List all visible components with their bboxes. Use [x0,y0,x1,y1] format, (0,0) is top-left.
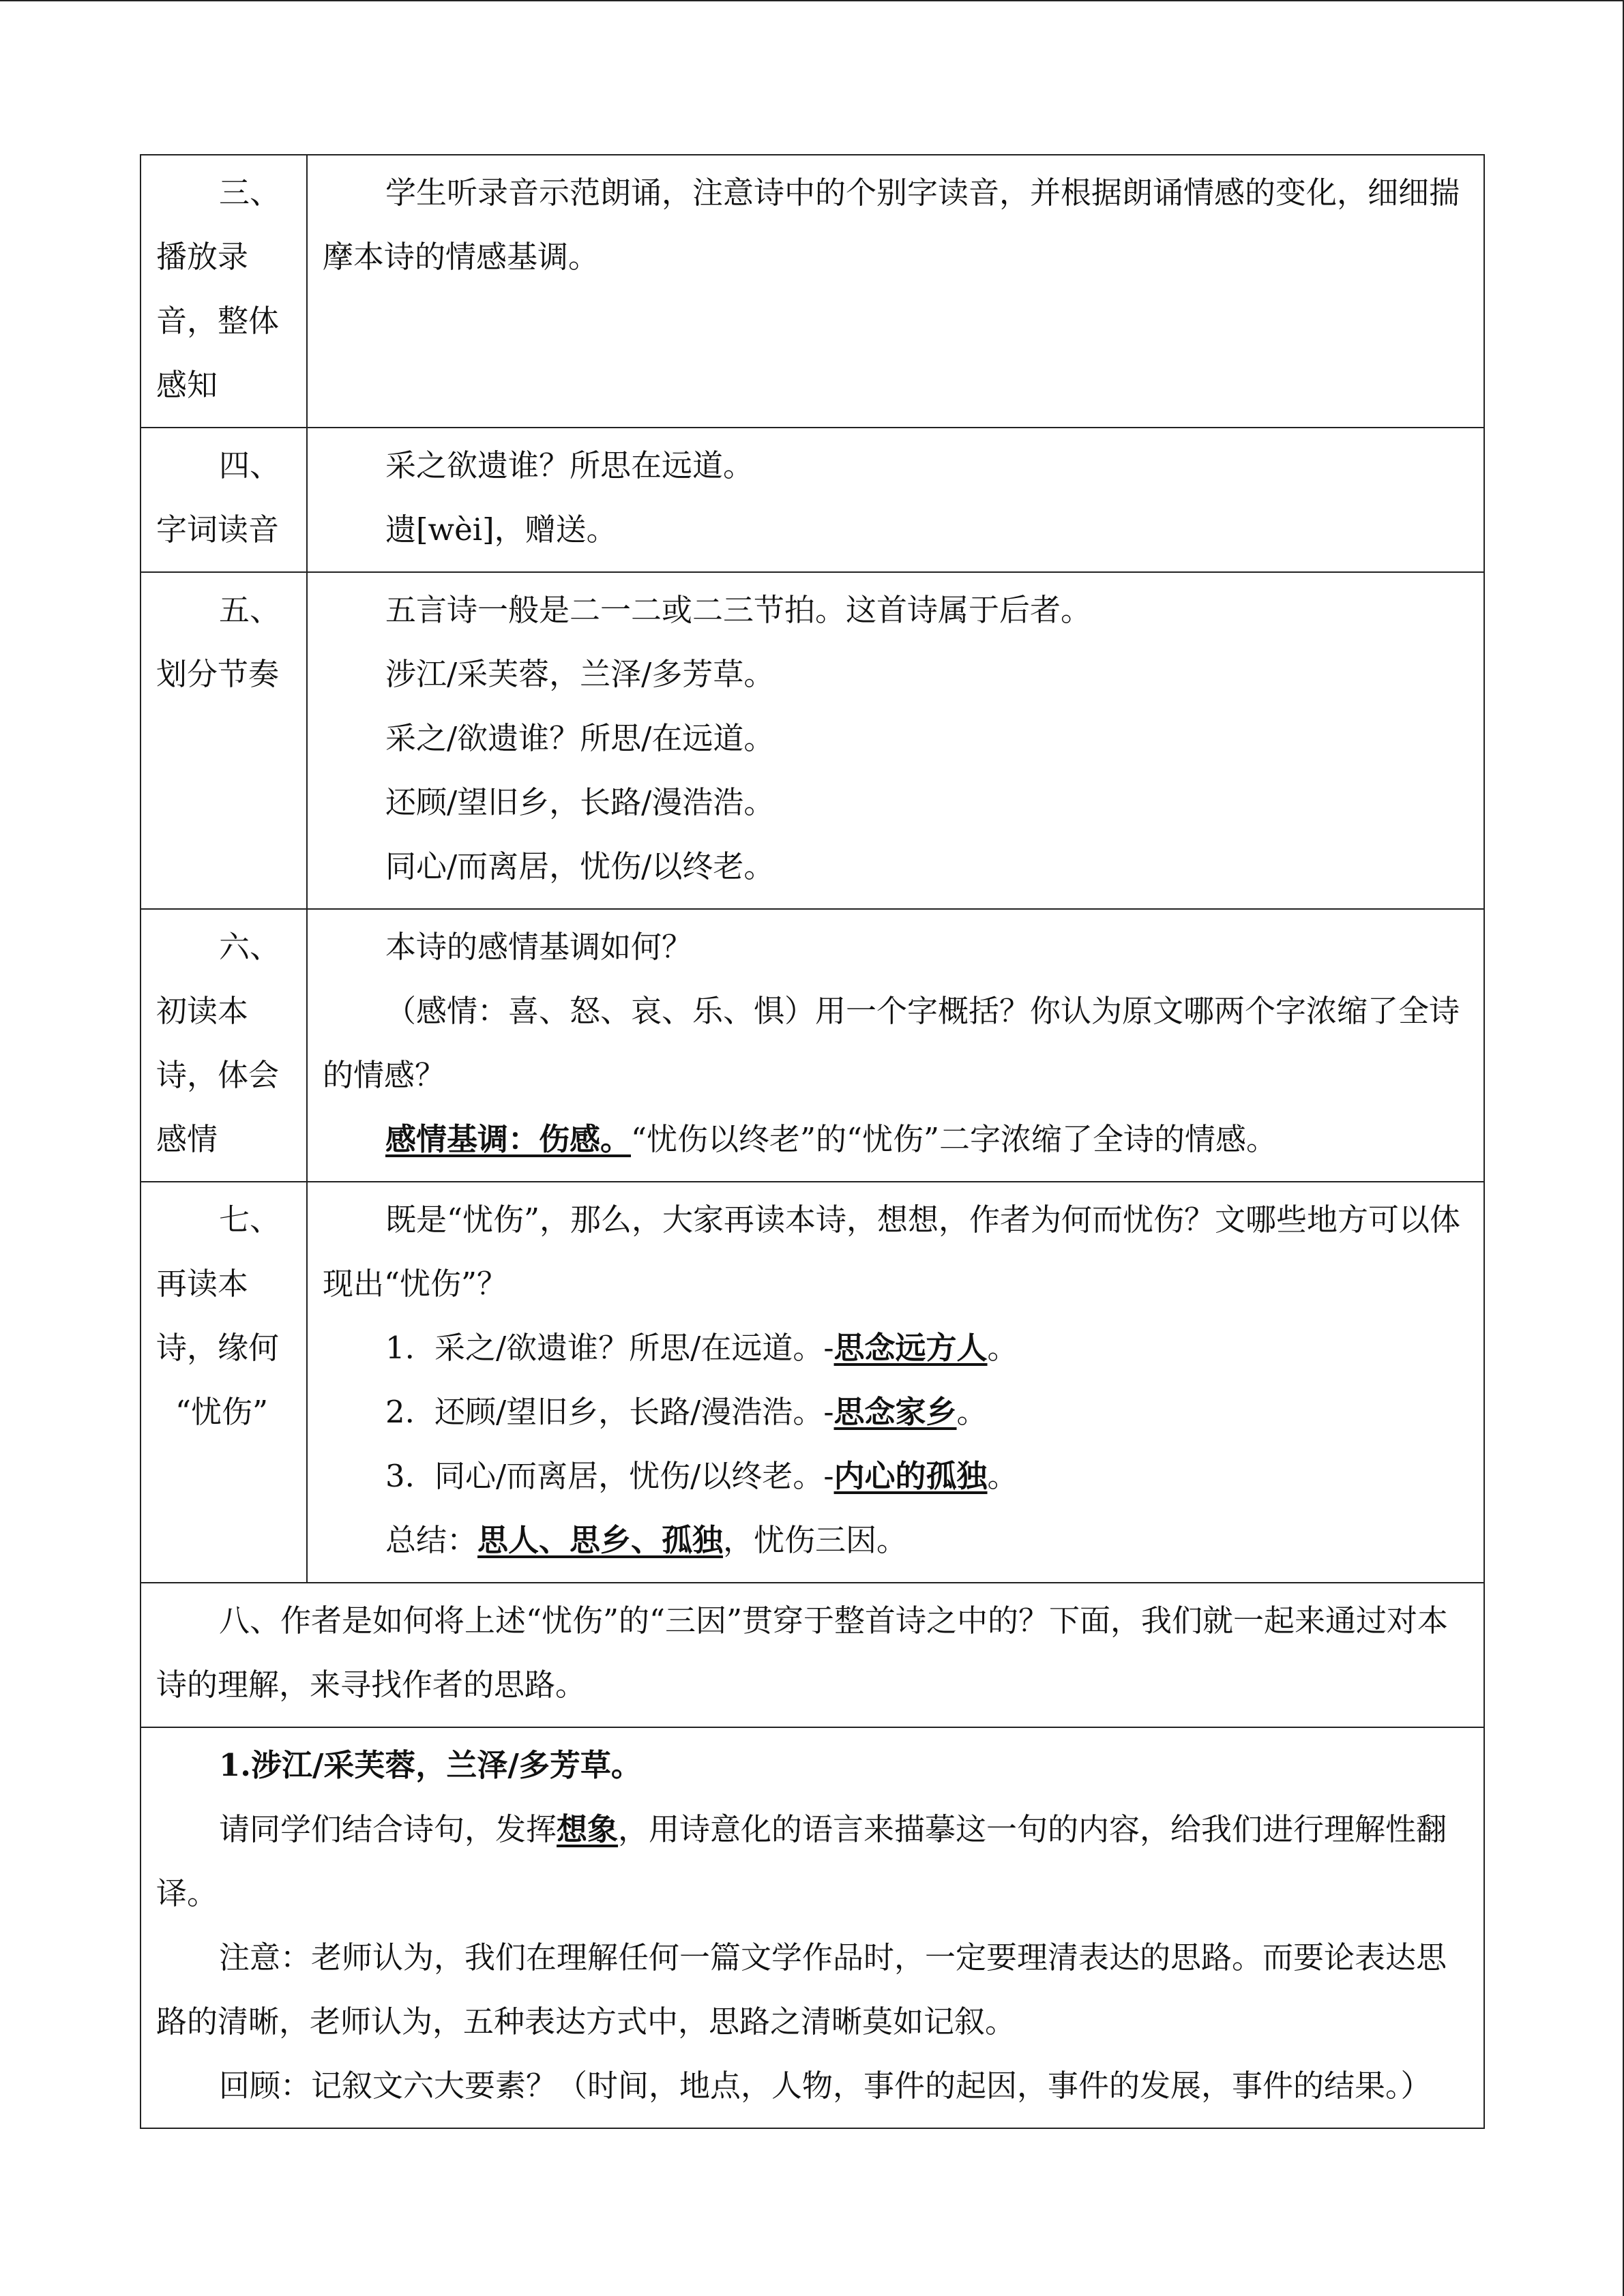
table-row [141,428,1484,572]
step-number: 五、 [219,592,281,628]
item-key: 内心的孤独 [833,1458,988,1494]
step-number: 四、 [219,447,281,483]
list-item [323,1444,1468,1508]
table-row [141,572,1484,909]
summary [323,1508,1468,1572]
text: “忧伤以终老”的“忧伤”二字浓缩了全诗的情感。 [631,1121,1278,1157]
item-number: 3. [385,1458,415,1494]
item-key: 思念家乡 [833,1394,957,1430]
item-number: 1. [385,1330,415,1366]
step-cell [141,572,307,909]
emphasis-text: 想象 [557,1811,619,1847]
item-key: 思念远方人 [833,1330,988,1366]
item-end: 。 [987,1458,1018,1494]
step-cell [141,909,307,1182]
content-cell [307,428,1484,572]
paragraph: 八、作者是如何将上述“忧伤”的“三因”贯穿于整首诗之中的？下面，我们就一起来通过对本诗的理解，来寻找作者的思路。 [156,1602,1449,1703]
item-text: 还顾/望旧乡，长路/漫浩浩。- [434,1394,834,1430]
paragraph: 学生听录音示范朗诵，注意诗中的个别字读音，并根据朗诵情感的变化，细细揣摩本诗的情感基调。 [323,175,1460,275]
poem-line: 涉江/采芙蓉，兰泽/多芳草。 [385,656,775,692]
step-title: 字词读音 [156,511,280,548]
item-number: 2. [385,1394,415,1430]
content-cell [307,909,1484,1182]
step-title: 划分节奏 [156,656,280,692]
table-row [141,1583,1484,1727]
poem-line: 还顾/望旧乡，长路/漫浩浩。 [385,784,775,820]
content-cell [307,1182,1484,1583]
page-top-rule [0,0,1624,1]
step-cell [141,428,307,572]
step-title: 播放录音，整体感知 [156,239,280,403]
summary-key: 思人、思乡、孤独 [477,1522,724,1558]
section-nine-cell [141,1727,1484,2128]
item-text: 同心/而离居，忧伤/以终老。- [434,1458,834,1494]
paragraph: 既是“忧伤”，那么，大家再读本诗，想想，作者为何而忧伤？文哪些地方可以体现出“忧伤”？ [323,1202,1461,1302]
paragraph: 回顾：记叙文六大要素？（时间，地点，人物，事件的起因，事件的发展，事件的结果。） [219,2068,1432,2104]
sub-heading: 1.涉江/采芙蓉，兰泽/多芳草。 [219,1747,642,1783]
paragraph: （感情：喜、怒、哀、乐、惧）用一个字概括？你认为原文哪两个字浓缩了全诗的情感？ [323,993,1460,1093]
content-cell [307,155,1484,428]
text: 请同学们结合诗句，发挥 [219,1811,557,1847]
item-end: 。 [987,1330,1018,1366]
list-item [323,1380,1468,1444]
section-eight-cell [141,1583,1484,1727]
step-cell [141,1182,307,1583]
lesson-plan-table [140,154,1485,2129]
item-text: 采之/欲遗谁？所思/在远道。- [434,1330,834,1366]
content-cell [307,572,1484,909]
paragraph: 采之欲遗谁？所思在远道。 [385,447,754,483]
summary-rest: ，忧伤三因。 [723,1522,908,1558]
step-number: 七、 [219,1202,281,1238]
highlight-paragraph [323,1107,1468,1172]
step-number: 三、 [219,175,281,211]
table-row [141,1182,1484,1583]
text: ，用诗意化的语言来描摹这一句的内容，给我们进行理解性翻译。 [156,1811,1447,1911]
step-title: 初读本诗，体会感情 [156,993,280,1157]
item-end: 。 [956,1394,988,1430]
step-title-quote: “忧伤” [175,1394,269,1430]
poem-line: 同心/而离居，忧伤/以终老。 [385,848,775,884]
step-cell [141,155,307,428]
table-row [141,1727,1484,2128]
paragraph: 注意：老师认为，我们在理解任何一篇文学作品时，一定要理清表达的思路。而要论表达思路的清晰，老师认为，五种表达方式中，思路之清晰莫如记叙。 [156,1939,1447,2040]
emphasis-text: 感情基调：伤感。 [385,1121,632,1157]
paragraph: 五言诗一般是二一二或二三节拍。这首诗属于后者。 [385,592,1092,628]
list-item [323,1316,1468,1380]
table-row [141,909,1484,1182]
table-row [141,155,1484,428]
step-number: 六、 [219,929,281,965]
summary-label: 总结： [385,1522,478,1558]
paragraph: 遗[wèi]，赠送。 [385,511,617,548]
step-title: 再读本诗，缘何 [156,1266,280,1366]
paragraph: 本诗的感情基调如何？ [385,929,693,965]
poem-line: 采之/欲遗谁？所思/在远道。 [385,720,775,756]
paragraph [156,1798,1468,1926]
